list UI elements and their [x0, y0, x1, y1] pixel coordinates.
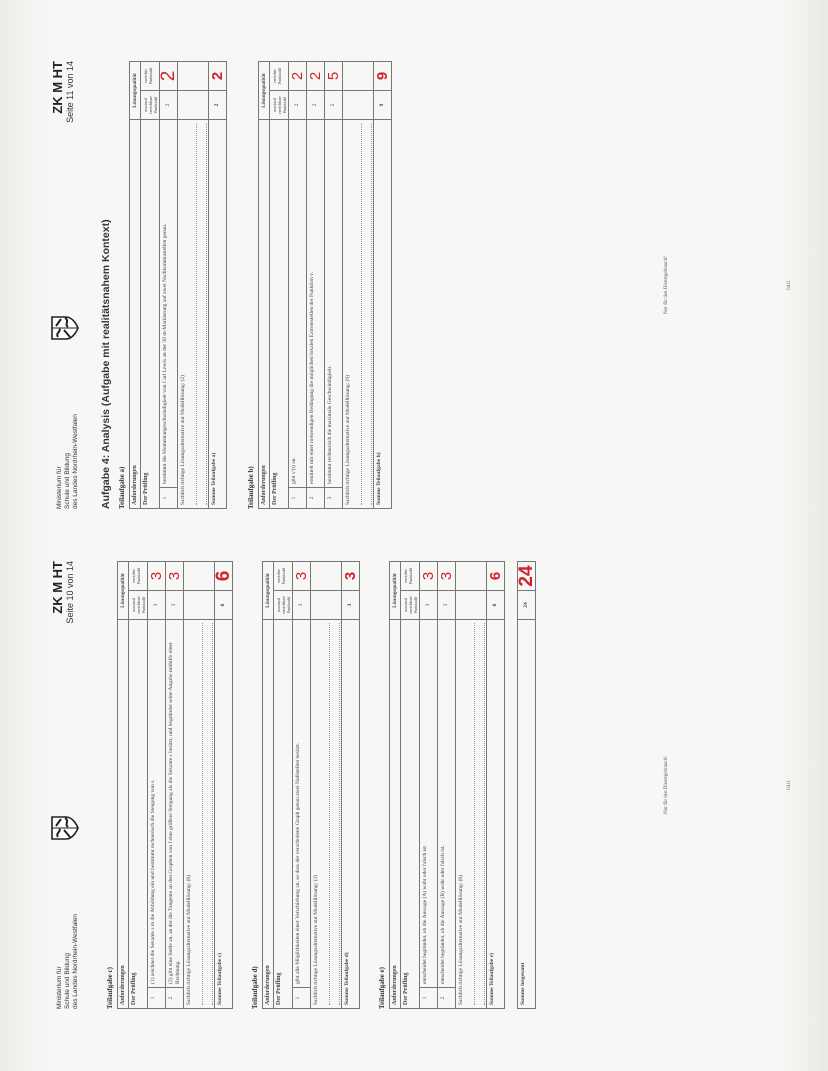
coat-of-arms-icon: [50, 815, 80, 841]
total-table: [517, 561, 536, 1009]
handwritten-score: 3: [148, 562, 166, 591]
footer-note: Nur für den Dienstgebrauch!: [664, 256, 669, 314]
table-row: 2 entscheidet begründet, ob die Aussage (B) wahr oder falsch ist. 3 3: [438, 562, 456, 1009]
scan-id: 0411: [787, 280, 792, 290]
grading-table: Anforderungen Lösungsqualität Der Prüfling maximal erreichbare Punktzahl erreichte Punktzahl 1 gibt alle Möglichkeiten einer Verschiebung an, so dass der verschobene Graph genau zwei Nullstellen besitzt. 3 3 Sachlich richtige Lösungsalternative zur Modelllösung: (3) Summe Teilaufgabe d) 3 3: [262, 561, 360, 1009]
total-row: Summe insgesamt 24 24: [518, 562, 536, 1009]
handwritten-score: 3: [420, 562, 438, 591]
page-11: [24, 35, 804, 535]
exam-code: ZK M HT: [50, 561, 65, 614]
page-number: Seite 11 von 14: [65, 61, 75, 123]
page-header: [44, 561, 100, 1009]
table-row: 1 bestimmt die Momentangeschwindigkeit von Carl Lewis an der 50 m-Markierung auf zwei Nachkommastellen genau. 2 2: [160, 62, 178, 509]
grading-table: Anforderungen Lösungsqualität Der Prüfling maximal erreichbare Punktzahl erreichte Punktzahl 1 gibt v'(t) an. 2 2 2 ermittelt mit einer notwendigen Bedingung die möglichen lokalen Extremstellen der Funktion v. 2 2 3 bestimmt rechnerisch die maximale Geschwindigkeit. 5 5 Sachlich richtige Lösungsalternative zur Modelllösung: (9) Summe Teilaufgabe b) 9 9: [258, 61, 392, 509]
exam-code: ZK M HT: [50, 61, 65, 114]
footer-note: Nur für den Dienstgebrauch!: [664, 756, 669, 814]
sum-row: Summe Teilaufgabe d) 3 3: [342, 562, 360, 1009]
handwritten-score: 2: [209, 62, 227, 91]
sum-row: Summe Teilaufgabe b) 9 9: [374, 62, 392, 509]
section-title: Teilaufgabe d): [251, 966, 259, 1009]
exam-id-block: [50, 61, 75, 123]
task-title: Aufgabe 4: Analysis (Aufgabe mit realitätsnahem Kontext): [100, 219, 112, 509]
sum-row: Summe Teilaufgabe a) 2 2: [209, 62, 227, 509]
coat-of-arms-icon: [50, 315, 80, 341]
table-row: 1 entscheidet begründet, ob die Aussage (A) wahr oder falsch ist. 3 3: [420, 562, 438, 1009]
section-title: Teilaufgabe c): [106, 967, 114, 1009]
exam-id-block: [50, 561, 75, 624]
table-row: 1 gibt alle Möglichkeiten einer Verschiebung an, so dass der verschobene Graph genau zwei Nullstellen besitzt. 3 3: [293, 562, 311, 1009]
ministry-label: Ministerium für Schule und Bildung des Landes Nordrhein-Westfalen: [56, 914, 79, 1009]
table-row: 1 (1) zeichnet die Sekante s in die Abbildung ein und bestimmt rechnerisch die Steigung von s. 3 3: [148, 562, 166, 1009]
table-row: 3 bestimmt rechnerisch die maximale Geschwindigkeit. 5 5: [325, 62, 343, 509]
handwritten-score: 6: [487, 562, 505, 591]
handwritten-score: 3: [293, 562, 311, 591]
handwritten-score: 9: [374, 62, 392, 91]
table-row: 2 (2) gibt eine Stelle an, an der die Tangente an den Graphen von f eine größere Steigung als die Sekante s besitzt, und begründet seine Angabe mithilfe einer Rechnung. 3 3: [166, 562, 184, 1009]
table-row: 1 gibt v'(t) an. 2 2: [289, 62, 307, 509]
table-row: 2 ermittelt mit einer notwendigen Bedingung die möglichen lokalen Extremstellen der Funktion v. 2 2: [307, 62, 325, 509]
page-header: [44, 61, 100, 509]
handwritten-score: 3: [342, 562, 360, 591]
page-10: [24, 535, 804, 1035]
section-title: Teilaufgabe a): [118, 466, 126, 509]
handwritten-score: 5: [325, 62, 343, 91]
section-title: Teilaufgabe b): [247, 466, 255, 509]
scan-id: 0411: [787, 780, 792, 790]
grading-table: Anforderungen Lösungsqualität Der Prüfling maximal erreichbare Punktzahl erreichte Punktzahl 1 entscheidet begründet, ob die Aussage (A) wahr oder falsch ist. 3 3 2 entscheidet begründet, ob die Aussage (B) wahr oder falsch ist. 3 3 Sachlich richtige Lösungsalternative zur Modelllösung: (6) Summe Teilaufgabe e) 6 6: [389, 561, 505, 1009]
handwritten-score: 2: [307, 62, 325, 91]
grading-table: Anforderungen Lösungsqualität Der Prüfling maximal erreichbare Punktzahl erreichte Punktzahl 1 (1) zeichnet die Sekante s in die Abbildung ein und bestimmt rechnerisch die Steigung von s. 3 3 2 (2) gibt eine Stelle an, an der die Tangente an den Graphen von f eine größere Steigung als die Sekante s besitzt, und begründet seine Angabe mithilfe einer Rechnung. 3 3 Sachlich richtige Lösungsalternative zur Modelllösung: (6) Summe Teilaufgabe c) 6 6: [117, 561, 233, 1009]
handwritten-score: 2: [160, 62, 178, 91]
grading-table: Anforderungen Lösungsqualität Der Prüfling maximal erreichbare Punktzahl erreichte Punktzahl 1 bestimmt die Momentangeschwindigkeit von Carl Lewis an der 50 m-Markierung auf zwei Nachkommastellen genau. 2 2 Sachlich richtige Lösungsalternative zur Modelllösung: (2) Summe Teilaufgabe a) 2 2: [129, 61, 227, 509]
section-title: Teilaufgabe e): [378, 967, 386, 1009]
handwritten-score: 2: [289, 62, 307, 91]
handwritten-score: 6: [215, 562, 233, 591]
sum-row: Summe Teilaufgabe c) 6 6: [215, 562, 233, 1009]
handwritten-score: 3: [166, 562, 184, 591]
page-number: Seite 10 von 14: [65, 561, 75, 624]
sum-row: Summe Teilaufgabe e) 6 6: [487, 562, 505, 1009]
handwritten-score: 3: [438, 562, 456, 591]
ministry-label: Ministerium für Schule und Bildung des Landes Nordrhein-Westfalen: [56, 414, 79, 509]
handwritten-total: 24: [518, 562, 536, 591]
rotated-exam-spread: [24, 35, 804, 1035]
